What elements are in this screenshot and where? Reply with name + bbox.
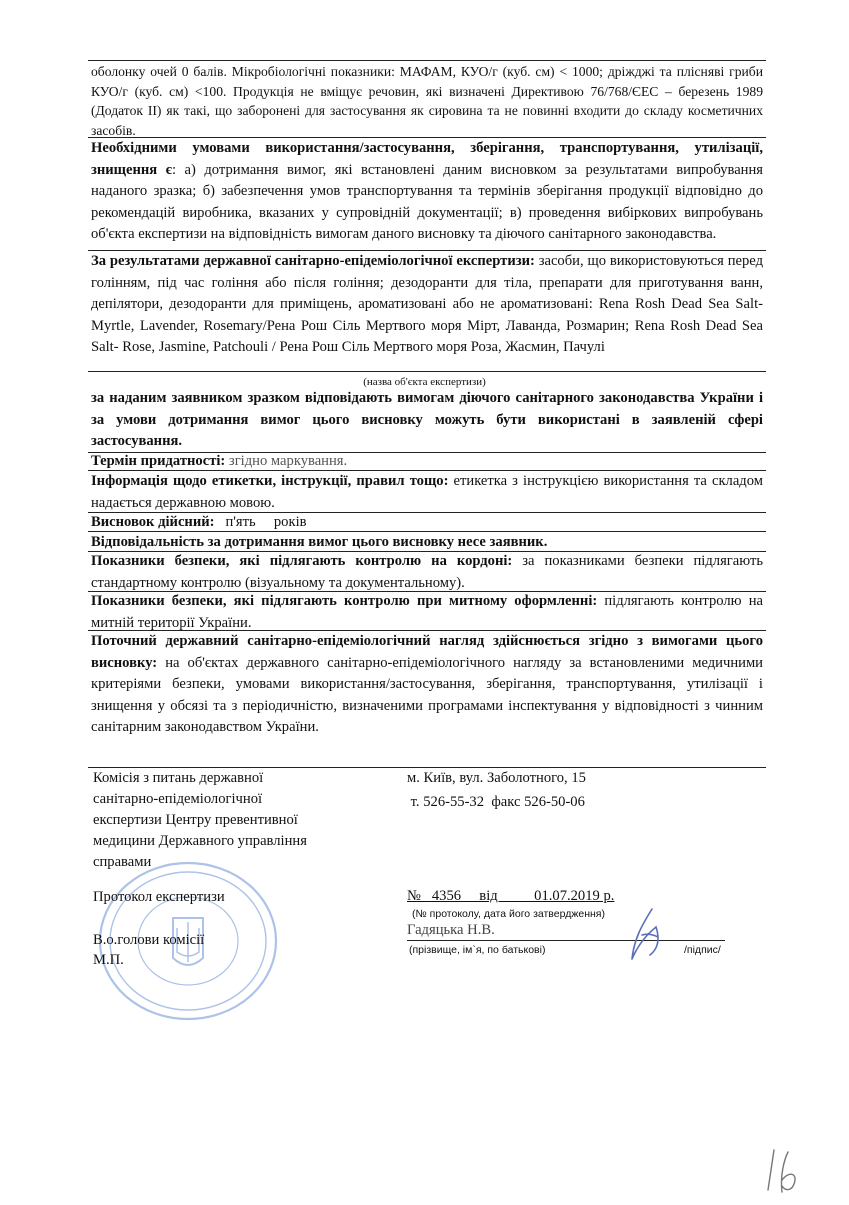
expertise-results-label: За результатами державної санітарно-епідеміологічної експертизи: xyxy=(91,253,535,269)
rule-top xyxy=(88,60,766,61)
responsibility: Відповідальність за дотримання вимог цього висновку несе заявник. xyxy=(91,534,548,550)
signer-caption: (прізвище, ім`я, по батькові) xyxy=(409,944,546,956)
commission-line: медицини Державного управління xyxy=(93,833,307,849)
commission-line: санітарно-епідеміологічної xyxy=(93,791,263,807)
border-control-value: за показниками безпеки підлягають стандартному контролю (візуальному та документальному). xyxy=(91,553,763,591)
border-control xyxy=(91,551,763,594)
usage-conditions xyxy=(91,138,763,246)
expertise-results-text: засоби, що використовуються перед голінням, під час гоління або після гоління; дезодоранти для тіла, препарати для приготування ванн, депілятори, дезодоранти для приміщень, ароматизовані або не ароматизовані: Rena Rosh Dead Sea Salt- Myrtle, Lavender, Rosemary/Рена Рош Сіль Мертвого моря Мірт, Лаванда, Розмарин; Rena Rosh Dead Sea Salt- Rose, Jasmine, Patchouli / Рена Рош Сіль Мертвого моря Роза, Жасмин, Пачулі xyxy=(91,253,763,355)
validity-value: п'ять років xyxy=(214,514,307,530)
usage-conditions-text: : а) дотримання вимог, які встановлені даним висновком за результатами випробування наданого зразка; б) забезпечення умов транспортування та термінів зберігання продукції відповідно до рекомендацій виробника, вказаних у супровідній документації; в) проведення вибіркових випробувань об'єкта експертизи на відповідність вимогам даного висновку та діючого санітарного законодавства. xyxy=(91,161,763,242)
usage-conditions-label: Необхідними умовами використання/застосування, зберігання, транспортування, утилізації, знищення є xyxy=(91,140,763,178)
signature-caption: /підпис/ xyxy=(684,944,721,956)
supervision-label: Поточний державний санітарно-епідеміологічний нагляд здійснюється згідно з вимогами цього висновку: xyxy=(91,633,763,671)
protocol-caption: (№ протоколу, дата його затвердження) xyxy=(412,908,605,920)
phone-fax: т. 526-55-32 факс 526-50-06 xyxy=(407,794,585,810)
handwritten-signature xyxy=(612,905,672,970)
commission-line: справами xyxy=(93,854,152,870)
microbiology-paragraph: оболонку очей 0 балів. Мікробіологічні показники: МАФАМ, КУО/г (куб. см) < 1000; дріжджі та плісняві гриби КУО/г (куб. см) <100. Продукція не вміщує речовин, які визначені Директивою 76/768/ЄЕС – березень 1989 (Додаток II) як такі, що заборонені для застосування як сировина та не повинні входити до складу косметичних засобів. xyxy=(91,64,763,138)
signer-name: Гадяцька Н.В. xyxy=(407,922,495,938)
commission-line: Комісія з питань державної xyxy=(93,770,264,786)
label-info xyxy=(91,471,763,514)
seal-place: М.П. xyxy=(93,952,124,968)
address: м. Київ, вул. Заболотного, 15 xyxy=(407,770,586,786)
commission-line: експертизи Центру превентивної xyxy=(93,812,298,828)
object-name-caption: (назва об'єкта експертизи) xyxy=(363,376,486,388)
customs-control xyxy=(91,591,763,634)
label-info-value: етикетка з інструкцією використання та складом надається державною мовою. xyxy=(91,473,763,511)
protocol-label: Протокол експертизи xyxy=(93,889,225,905)
shelf-life xyxy=(91,451,763,473)
border-control-label: Показники безпеки, які підлягають контролю на кордоні: xyxy=(91,553,513,569)
signature-line xyxy=(407,940,725,941)
shelf-life-value: згідно маркування. xyxy=(225,453,348,469)
rule xyxy=(88,371,766,372)
supervision-value: на об'єктах державного санітарно-епідеміологічного нагляду за встановленими медичними критеріями безпеки, умовами використання/застосування, зберігання, транспортування, утилізації і знищення у обсязі та з періодичністю, визначеними програмами інспектування у відповідності з чинним санітарним законодавством України. xyxy=(91,654,763,735)
compliance-statement: за наданим заявником зразком відповідають вимогам діючого санітарного законодавства України і за умови дотримання вимог цього висновку можуть бути використані в заявленій сфері застосування. xyxy=(91,390,763,449)
customs-control-label: Показники безпеки, які підлягають контролю при митному оформленні: xyxy=(91,593,598,609)
head-label: В.о.голови комісії xyxy=(93,932,205,948)
validity-label: Висновок дійсний: xyxy=(91,514,215,530)
label-info-label: Інформація щодо етикетки, інструкції, правил тощо: xyxy=(91,473,449,489)
validity xyxy=(91,512,763,534)
customs-control-value: підлягають контролю на митній території України. xyxy=(91,593,763,631)
page-mark-scribble xyxy=(748,1140,808,1205)
supervision xyxy=(91,631,763,739)
protocol-number-date: № 4356 від 01.07.2019 р. xyxy=(407,888,615,904)
shelf-life-label: Термін придатності: xyxy=(91,453,226,469)
expertise-results xyxy=(91,251,763,359)
